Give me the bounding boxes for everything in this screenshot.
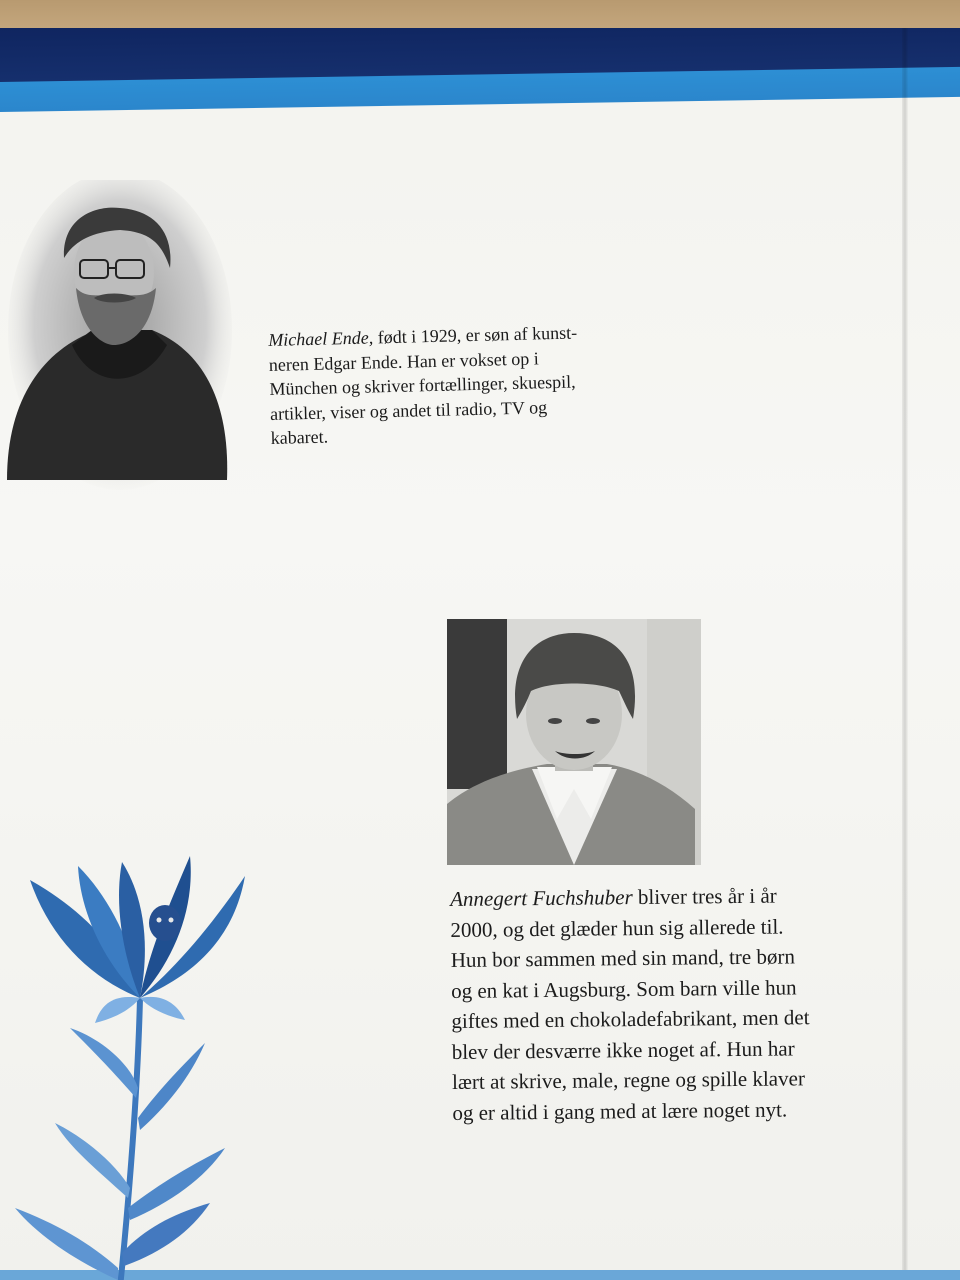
bio-line: Hun bor sammen med sin mand, tre børn <box>450 944 796 972</box>
annegert-fuchshuber-name: Annegert Fuchshuber <box>450 885 633 911</box>
blue-flower-illustration <box>0 848 260 1280</box>
bio-line: kabaret. <box>270 426 329 448</box>
michael-ende-bio <box>268 318 671 450</box>
page-spine <box>902 28 908 1280</box>
bio-line: neren Edgar Ende. Han er vokset op i <box>268 347 539 375</box>
bio-line: bliver tres år i år <box>632 883 777 910</box>
bio-line: giftes med en chokoladefabrikant, men det <box>451 1005 810 1033</box>
bio-line: lært at skrive, male, regne og spille klaver <box>451 1066 805 1094</box>
book-page <box>0 28 960 1280</box>
bio-line: født i 1929, er søn af kunst- <box>372 322 578 348</box>
michael-ende-portrait <box>2 180 232 490</box>
annegert-fuchshuber-bio <box>450 879 903 1128</box>
bio-line: 2000, og det glæder hun sig allerede til. <box>450 914 784 942</box>
michael-ende-name: Michael Ende, <box>268 327 374 350</box>
bio-line: blev der desværre ikke noget af. Hun har <box>451 1035 795 1064</box>
bio-line: og en kat i Augsburg. Som barn ville hun <box>450 974 797 1003</box>
bio-line: München og skriver fortællinger, skuespil, <box>269 371 576 399</box>
bio-line: og er altid i gang med at lære noget nyt. <box>452 1096 788 1125</box>
bio-line: artikler, viser og andet til radio, TV og <box>269 396 548 424</box>
annegert-fuchshuber-portrait <box>447 619 701 865</box>
